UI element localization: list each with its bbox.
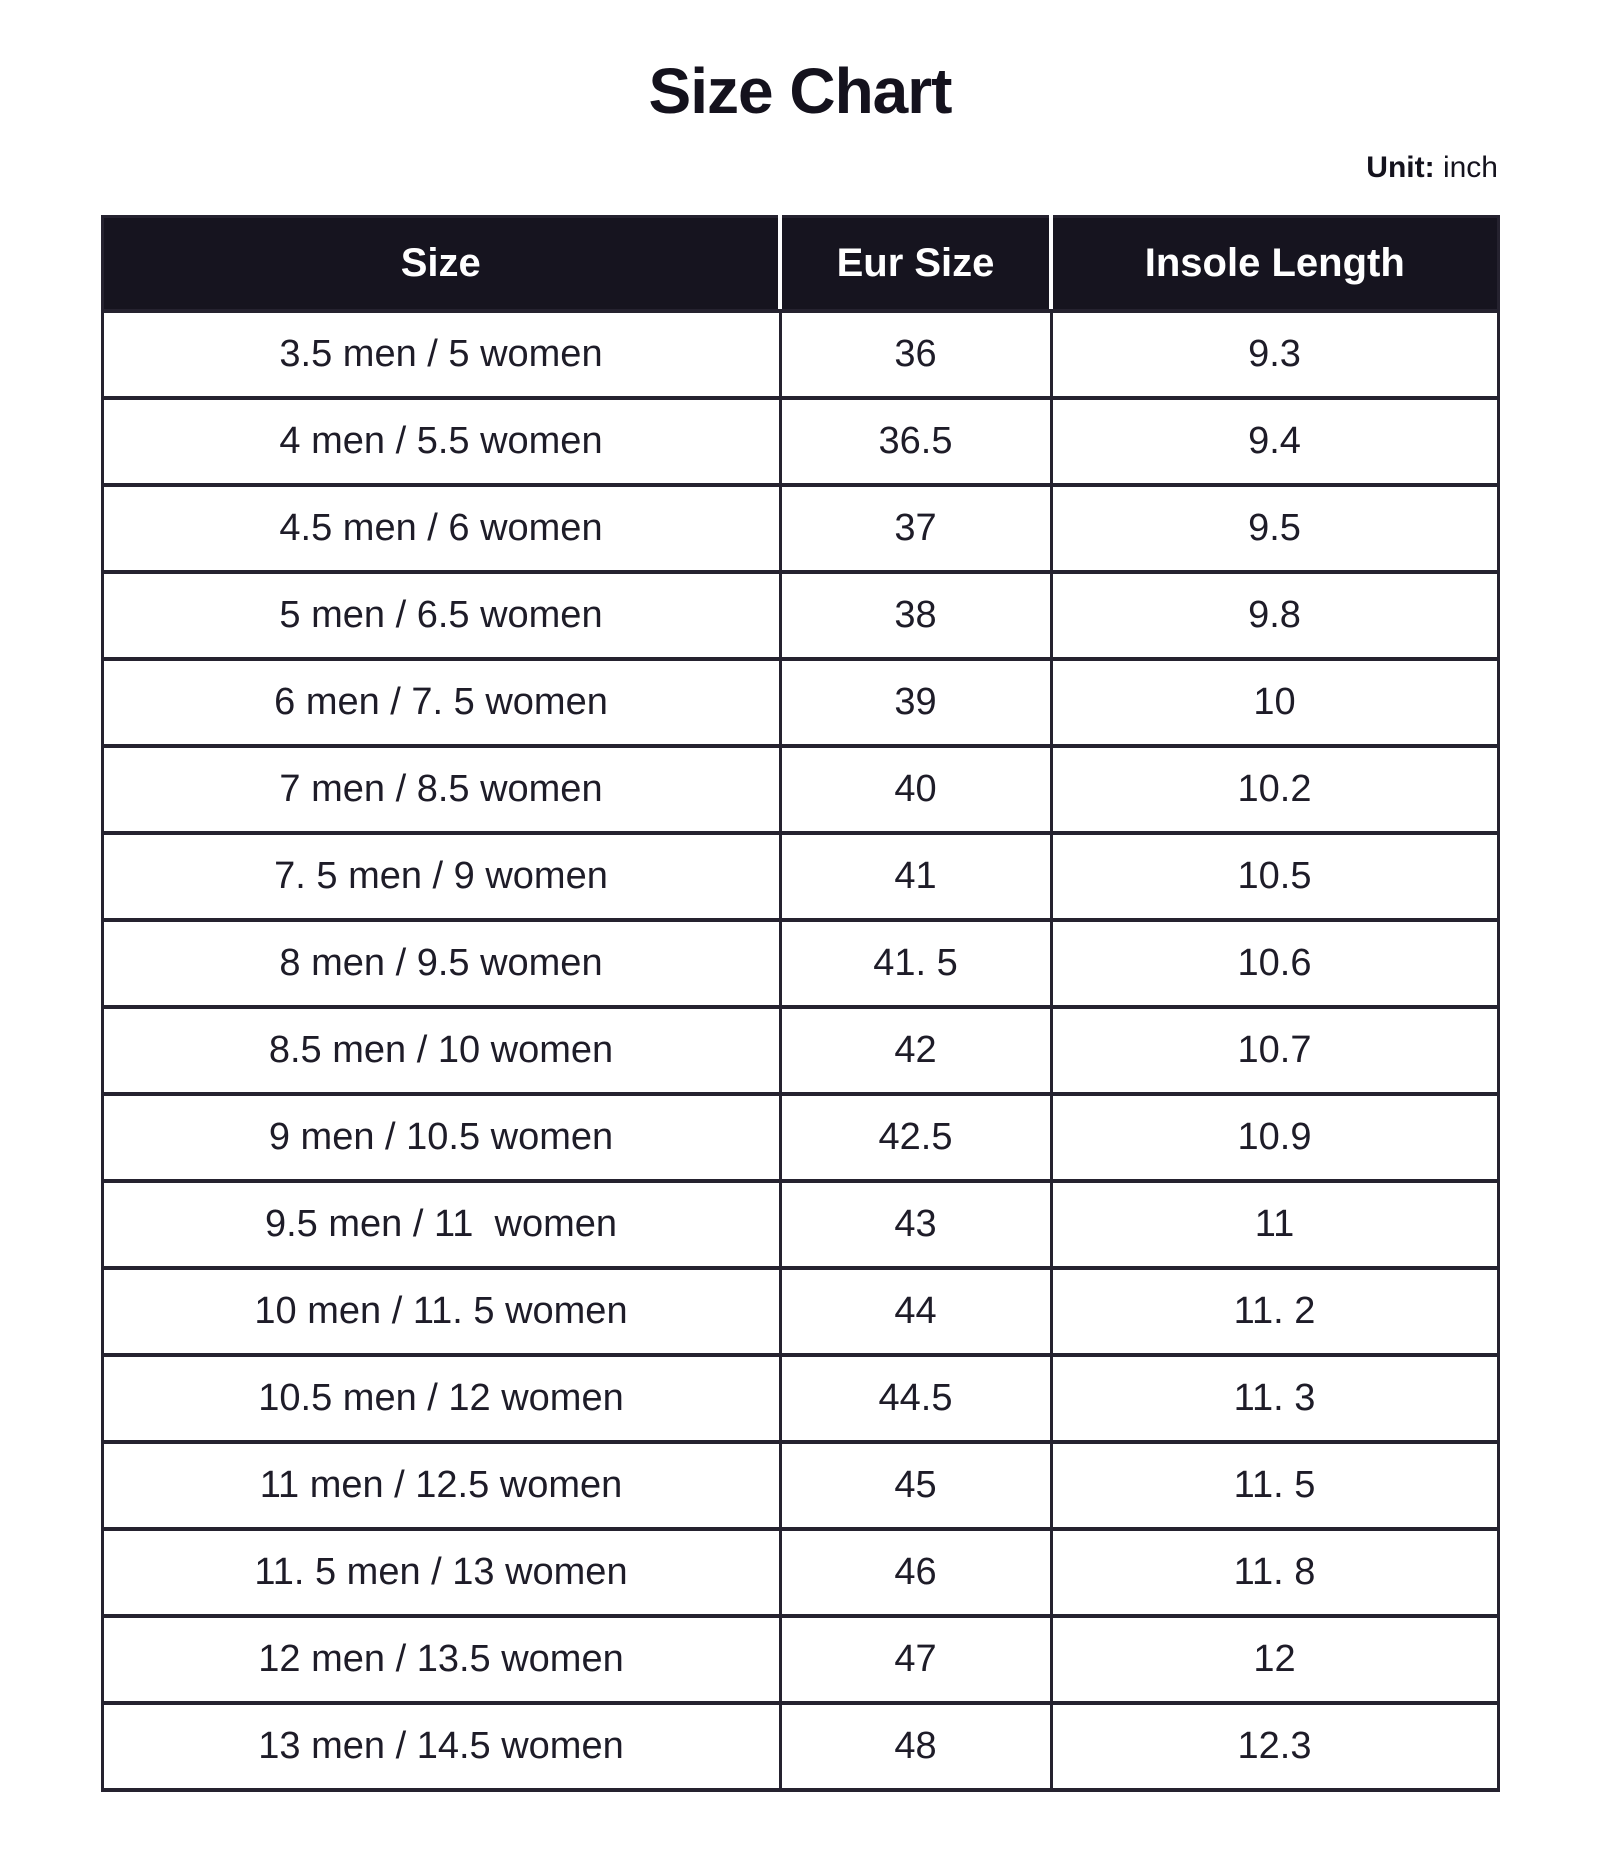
size-chart-table [101, 215, 1500, 1792]
table-row [102, 1181, 1498, 1268]
eur-size-cell: 39 [780, 659, 1051, 746]
table-row [102, 572, 1498, 659]
eur-size-cell: 43 [780, 1181, 1051, 1268]
table-row [102, 311, 1498, 398]
size-cell: 8 men / 9.5 women [102, 920, 780, 1007]
insole-length-cell: 11 [1051, 1181, 1498, 1268]
size-cell: 5 men / 6.5 women [102, 572, 780, 659]
eur-size-cell: 46 [780, 1529, 1051, 1616]
size-cell: 12 men / 13.5 women [102, 1616, 780, 1703]
table-row [102, 1268, 1498, 1355]
insole-length-cell: 11. 2 [1051, 1268, 1498, 1355]
eur-size-cell: 41 [780, 833, 1051, 920]
eur-size-cell: 36.5 [780, 398, 1051, 485]
eur-size-cell: 42.5 [780, 1094, 1051, 1181]
insole-length-cell: 9.5 [1051, 485, 1498, 572]
insole-length-cell: 11. 8 [1051, 1529, 1498, 1616]
eur-size-cell: 41. 5 [780, 920, 1051, 1007]
size-cell: 11. 5 men / 13 women [102, 1529, 780, 1616]
insole-length-cell: 9.4 [1051, 398, 1498, 485]
column-header-insole-length: Insole Length [1051, 217, 1498, 312]
eur-size-cell: 45 [780, 1442, 1051, 1529]
table-row [102, 659, 1498, 746]
eur-size-cell: 37 [780, 485, 1051, 572]
insole-length-cell: 12.3 [1051, 1703, 1498, 1790]
size-cell: 6 men / 7. 5 women [102, 659, 780, 746]
table-row [102, 1094, 1498, 1181]
insole-length-cell: 10.7 [1051, 1007, 1498, 1094]
size-cell: 8.5 men / 10 women [102, 1007, 780, 1094]
insole-length-cell: 10.2 [1051, 746, 1498, 833]
table-row [102, 485, 1498, 572]
insole-length-cell: 9.8 [1051, 572, 1498, 659]
eur-size-cell: 38 [780, 572, 1051, 659]
table-row [102, 1616, 1498, 1703]
table-row [102, 1442, 1498, 1529]
unit-line [102, 153, 1498, 183]
size-cell: 13 men / 14.5 women [102, 1703, 780, 1790]
eur-size-cell: 36 [780, 311, 1051, 398]
insole-length-cell: 10 [1051, 659, 1498, 746]
size-cell: 10 men / 11. 5 women [102, 1268, 780, 1355]
eur-size-cell: 47 [780, 1616, 1051, 1703]
table-row [102, 1529, 1498, 1616]
eur-size-cell: 40 [780, 746, 1051, 833]
size-cell: 3.5 men / 5 women [102, 311, 780, 398]
size-cell: 7. 5 men / 9 women [102, 833, 780, 920]
size-cell: 4 men / 5.5 women [102, 398, 780, 485]
table-row [102, 1355, 1498, 1442]
size-cell: 9.5 men / 11 women [102, 1181, 780, 1268]
unit-label: Unit: [1366, 151, 1435, 184]
insole-length-cell: 10.6 [1051, 920, 1498, 1007]
eur-size-cell: 42 [780, 1007, 1051, 1094]
insole-length-cell: 9.3 [1051, 311, 1498, 398]
page-title: Size Chart [648, 55, 952, 127]
eur-size-cell: 48 [780, 1703, 1051, 1790]
eur-size-cell: 44.5 [780, 1355, 1051, 1442]
size-cell: 4.5 men / 6 women [102, 485, 780, 572]
table-header-row [102, 217, 1498, 312]
table-body [102, 311, 1498, 1790]
table-row [102, 398, 1498, 485]
size-cell: 10.5 men / 12 women [102, 1355, 780, 1442]
column-header-size: Size [102, 217, 780, 312]
table-row [102, 833, 1498, 920]
eur-size-cell: 44 [780, 1268, 1051, 1355]
insole-length-cell: 11. 3 [1051, 1355, 1498, 1442]
column-header-eur-size: Eur Size [780, 217, 1051, 312]
insole-length-cell: 10.9 [1051, 1094, 1498, 1181]
size-cell: 7 men / 8.5 women [102, 746, 780, 833]
size-cell: 11 men / 12.5 women [102, 1442, 780, 1529]
table-row [102, 920, 1498, 1007]
insole-length-cell: 12 [1051, 1616, 1498, 1703]
table-row [102, 746, 1498, 833]
table-row [102, 1007, 1498, 1094]
unit-value: inch [1442, 151, 1498, 184]
size-cell: 9 men / 10.5 women [102, 1094, 780, 1181]
table-row [102, 1703, 1498, 1790]
insole-length-cell: 10.5 [1051, 833, 1498, 920]
insole-length-cell: 11. 5 [1051, 1442, 1498, 1529]
